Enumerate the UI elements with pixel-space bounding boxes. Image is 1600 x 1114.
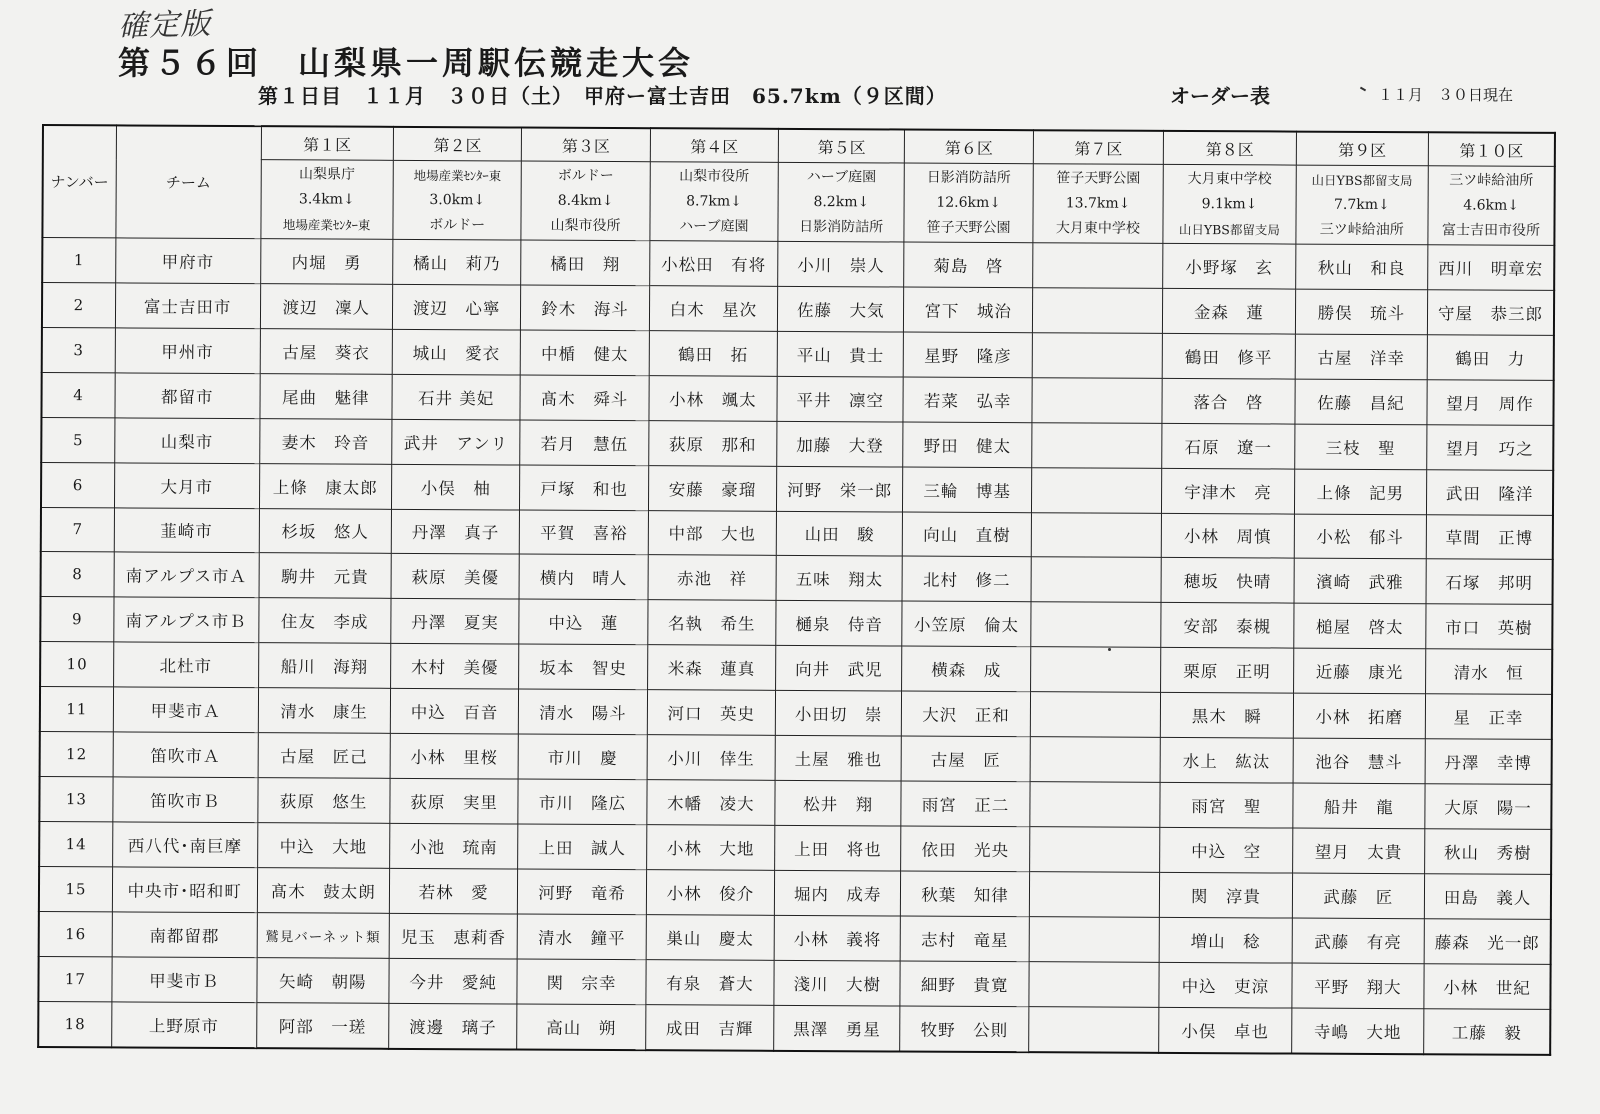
pen-mark xyxy=(1360,87,1366,92)
section-dist: 3.4km↓ xyxy=(298,190,355,208)
runner-cell-section-7 xyxy=(1031,602,1162,648)
runner-cell-section-8: 石原 遼一 xyxy=(1162,423,1295,469)
runner-cell-section-5: 樋泉 侍音 xyxy=(776,601,903,647)
team-number: 3 xyxy=(42,327,116,372)
team-name: 中央市･昭和町 xyxy=(112,867,257,913)
table-row xyxy=(38,956,1550,1009)
section-route-10 xyxy=(1428,166,1555,246)
section-dist: 3.0km↓ xyxy=(429,191,486,208)
runner-cell-section-6: 北村 修二 xyxy=(902,556,1031,602)
runner-cell-section-4: 米森 蓮真 xyxy=(647,645,776,691)
runner-cell-section-7 xyxy=(1028,1006,1159,1053)
runner-cell-section-8: 金森 蓮 xyxy=(1163,288,1296,334)
runner-cell-section-8: 落合 啓 xyxy=(1162,378,1295,424)
runner-cell-section-1: 髙木 鼓太朗 xyxy=(257,868,390,914)
team-name: 南都留郡 xyxy=(112,912,257,958)
runner-cell-section-6: 宮下 城治 xyxy=(904,287,1033,333)
runner-cell-section-4: 有泉 蒼大 xyxy=(646,959,775,1005)
section-dist: 12.6km↓ xyxy=(936,194,1002,211)
runner-cell-section-4: 荻原 那和 xyxy=(648,420,777,466)
team-number: 4 xyxy=(41,372,115,417)
runner-cell-section-7 xyxy=(1029,872,1160,918)
section-from: 笹子天野公園 xyxy=(1056,169,1141,187)
runner-cell-section-2: 萩原 美優 xyxy=(391,554,520,600)
runner-cell-section-4: 成田 吉輝 xyxy=(645,1004,774,1050)
runner-cell-section-10: 丹澤 幸博 xyxy=(1425,739,1552,785)
team-name: 富士吉田市 xyxy=(115,283,260,329)
table-row xyxy=(39,911,1551,964)
runner-cell-section-8: 小林 周慎 xyxy=(1161,513,1294,559)
runner-cell-section-1: 妻木 玲音 xyxy=(259,418,392,464)
section-header-3: 第３区 xyxy=(522,128,651,162)
runner-cell-section-5: 平井 凛空 xyxy=(777,376,904,422)
runner-cell-section-5: 黒澤 勇星 xyxy=(774,1005,901,1051)
runner-cell-section-8: 宇津木 亮 xyxy=(1162,468,1295,514)
runner-cell-section-1: 中込 大地 xyxy=(257,823,390,869)
team-number: 7 xyxy=(41,507,115,552)
runner-cell-section-3: 関 宗幸 xyxy=(517,959,646,1005)
runner-cell-section-8: 雨宮 聖 xyxy=(1160,782,1293,828)
runner-cell-section-10: 小林 世紀 xyxy=(1424,963,1551,1009)
runner-cell-section-3: 河野 竜希 xyxy=(518,869,647,915)
runner-cell-section-4: 巣山 慶太 xyxy=(646,915,775,961)
runner-cell-section-10: 望月 周作 xyxy=(1427,380,1554,426)
runner-cell-section-1: 清水 康生 xyxy=(258,688,391,734)
runner-cell-section-2: 若林 愛 xyxy=(389,868,518,914)
runner-cell-section-1: 杉坂 悠人 xyxy=(259,508,392,554)
runner-cell-section-10: 西川 明章宏 xyxy=(1428,245,1555,291)
section-to: 三ツ峠給油所 xyxy=(1319,221,1404,238)
runner-cell-section-10: 秋山 秀樹 xyxy=(1425,829,1552,875)
section-route-5 xyxy=(778,162,905,242)
runner-cell-section-5: 小林 義将 xyxy=(774,915,901,961)
runner-cell-section-5: 土屋 雅也 xyxy=(775,735,902,781)
section-from: 山梨県庁 xyxy=(298,165,356,183)
runner-cell-section-8: 安部 泰槻 xyxy=(1161,603,1294,649)
section-header-5: 第５区 xyxy=(778,129,905,163)
runner-cell-section-7 xyxy=(1032,288,1163,334)
runner-cell-section-7 xyxy=(1032,377,1163,423)
runner-cell-section-5: 向井 武児 xyxy=(776,646,903,692)
runner-cell-section-8: 関 淳貴 xyxy=(1160,872,1293,918)
runner-cell-section-3: 中込 蓮 xyxy=(519,599,648,645)
runner-cell-section-4: 小林 俊介 xyxy=(646,870,775,916)
section-from: 地場産業ｾﾝﾀｰ東 xyxy=(413,167,502,183)
section-header-8: 第８区 xyxy=(1163,131,1296,165)
section-header-9: 第９区 xyxy=(1296,132,1429,166)
runner-cell-section-10: 石塚 邦明 xyxy=(1426,559,1553,605)
runner-cell-section-8: 中込 空 xyxy=(1160,827,1293,873)
team-number: 16 xyxy=(39,911,113,956)
runner-cell-section-9: 近藤 康光 xyxy=(1293,648,1426,694)
runner-cell-section-5: 上田 将也 xyxy=(775,825,902,871)
page-title: 第５６回 山梨県一周駅伝競走大会 xyxy=(118,44,695,82)
table-row xyxy=(40,642,1552,695)
team-name: 西八代･南巨摩 xyxy=(112,822,257,868)
runner-cell-section-10: 田島 義人 xyxy=(1424,874,1551,920)
runner-cell-section-6: 牧野 公則 xyxy=(900,1006,1029,1052)
table-row xyxy=(40,597,1552,650)
runner-cell-section-9: 船井 龍 xyxy=(1292,783,1425,829)
team-number: 13 xyxy=(39,777,113,822)
runner-cell-section-1: 上條 康太郎 xyxy=(259,463,392,509)
runner-cell-section-4: 中部 大也 xyxy=(648,510,777,556)
section-header-10: 第１０区 xyxy=(1428,132,1555,166)
table-body xyxy=(38,238,1554,1055)
runner-cell-section-5: 松井 翔 xyxy=(775,780,902,826)
table-row xyxy=(42,282,1554,335)
table-row xyxy=(39,866,1551,919)
runner-cell-section-3: 清水 鐘平 xyxy=(517,914,646,960)
runner-cell-section-8: 小俣 卓也 xyxy=(1159,1007,1292,1054)
runner-cell-section-2: 丹澤 夏実 xyxy=(391,599,520,645)
runner-cell-section-1: 駒井 元貴 xyxy=(259,553,392,599)
runner-cell-section-8: 穂坂 快晴 xyxy=(1161,558,1294,604)
runner-cell-section-2: 武井 アンリ xyxy=(392,419,521,465)
runner-cell-section-9: 勝俣 琉斗 xyxy=(1295,289,1428,335)
runner-cell-section-7 xyxy=(1031,512,1162,558)
runner-cell-section-6: 古屋 匠 xyxy=(901,736,1030,782)
team-number: 12 xyxy=(40,732,114,777)
runner-cell-section-9: 佐藤 昌紀 xyxy=(1295,379,1428,425)
section-to: 富士吉田市役所 xyxy=(1441,221,1541,239)
section-from: 山日YBS都留支局 xyxy=(1311,172,1413,188)
runner-cell-section-5: 佐藤 大気 xyxy=(778,286,905,332)
section-dist: 8.7km↓ xyxy=(686,192,742,210)
runner-cell-section-10: 工藤 毅 xyxy=(1424,1008,1551,1054)
section-dist: 7.7km↓ xyxy=(1334,196,1390,213)
runner-cell-section-2: 小俣 柚 xyxy=(391,464,520,510)
runner-cell-section-5: 河野 栄一郎 xyxy=(777,466,904,512)
runner-cell-section-2: 小池 琉南 xyxy=(390,823,519,869)
runner-cell-section-6: 小笠原 倫太 xyxy=(902,601,1031,647)
runner-cell-section-7 xyxy=(1030,692,1161,738)
runner-cell-section-9: 寺嶋 大地 xyxy=(1291,1008,1424,1055)
handwritten-stamp: 確定版 xyxy=(117,6,212,45)
order-table-label: オーダー表 xyxy=(1170,84,1270,108)
section-route-9 xyxy=(1296,165,1429,245)
section-to: ハーブ庭園 xyxy=(679,217,749,235)
runner-cell-section-9: 秋山 和良 xyxy=(1295,244,1428,290)
runner-cell-section-8: 鶴田 修平 xyxy=(1162,333,1295,379)
section-from: 山梨市役所 xyxy=(679,167,750,185)
runner-cell-section-2: 渡辺 心寧 xyxy=(392,284,521,330)
runner-cell-section-6: 雨宮 正二 xyxy=(901,781,1030,827)
section-dist: 8.2km↓ xyxy=(813,193,870,210)
section-to: 山日YBS都留支局 xyxy=(1178,221,1280,237)
runner-cell-section-4: 白木 星次 xyxy=(649,286,778,332)
event-subtitle: 第１日目 １１月 ３０日（土） 甲府ー富士吉田 65.7km（９区間） xyxy=(258,84,947,108)
runner-cell-section-4: 安藤 豪瑠 xyxy=(648,465,777,511)
runner-cell-section-3: 清水 陽斗 xyxy=(519,689,648,735)
runner-cell-section-8: 栗原 正明 xyxy=(1161,648,1294,694)
runner-cell-section-10: 大原 陽一 xyxy=(1425,784,1552,830)
runner-cell-section-9: 平野 翔大 xyxy=(1292,963,1425,1009)
runner-cell-section-3: 高山 朔 xyxy=(517,1004,646,1050)
runner-cell-section-3: 戸塚 和也 xyxy=(520,465,649,511)
team-number: 6 xyxy=(41,462,115,507)
as-of-date: １１月 ３０日現在 xyxy=(1378,86,1514,104)
runner-cell-section-8: 中込 吏涼 xyxy=(1159,962,1292,1008)
runner-cell-section-9: 三枝 聖 xyxy=(1294,424,1427,470)
team-name: 南アルプス市Ａ xyxy=(114,552,259,598)
team-name: 甲州市 xyxy=(115,328,260,374)
section-from: 日影消防詰所 xyxy=(926,169,1011,186)
team-name: 甲斐市Ｂ xyxy=(112,957,257,1003)
runner-cell-section-9: 武藤 有亮 xyxy=(1292,918,1425,964)
table-row xyxy=(41,552,1553,605)
section-to: 日影消防詰所 xyxy=(799,218,884,235)
section-dist: 9.1km↓ xyxy=(1201,195,1258,212)
runner-cell-section-5: 小川 崇人 xyxy=(778,241,905,287)
runner-cell-section-6: 若菜 弘幸 xyxy=(903,377,1032,423)
runner-cell-section-6: 向山 直樹 xyxy=(903,512,1032,558)
runner-cell-section-10: 藤森 光一郎 xyxy=(1424,919,1551,965)
runner-cell-section-9: 望月 太貴 xyxy=(1292,828,1425,874)
section-route-1 xyxy=(260,160,393,240)
team-name: 南アルプス市Ｂ xyxy=(114,597,259,643)
section-route-8 xyxy=(1163,164,1296,244)
runner-cell-section-2: 小林 里桜 xyxy=(390,733,519,779)
table-header xyxy=(42,125,1555,245)
runner-cell-section-3: 鈴木 海斗 xyxy=(521,285,650,331)
section-to: 大月東中学校 xyxy=(1055,219,1140,237)
runner-cell-section-6: 志村 竜星 xyxy=(901,916,1030,962)
runner-cell-section-1: 尾曲 魅律 xyxy=(259,373,392,419)
runner-cell-section-5: 小田切 崇 xyxy=(775,691,902,737)
runner-cell-section-6: 細野 貴寛 xyxy=(900,961,1029,1007)
table-row xyxy=(42,238,1554,291)
runner-cell-section-8: 小野塚 玄 xyxy=(1163,243,1296,289)
runner-cell-section-6: 菊島 啓 xyxy=(904,242,1033,288)
runner-cell-section-7 xyxy=(1031,557,1162,603)
runner-cell-section-4: 名執 希生 xyxy=(647,600,776,646)
section-route-3 xyxy=(521,161,650,241)
runner-cell-section-7 xyxy=(1030,782,1161,828)
runner-cell-section-2: 石井 美妃 xyxy=(392,374,521,420)
team-name: 笛吹市Ｂ xyxy=(113,777,258,823)
section-to: ボルドー xyxy=(429,216,486,233)
runner-cell-section-7 xyxy=(1029,827,1160,873)
table-row xyxy=(41,372,1553,425)
table-row xyxy=(40,687,1552,740)
section-header-2: 第２区 xyxy=(393,127,522,161)
section-route-6 xyxy=(904,163,1033,243)
runner-cell-section-10: 守屋 恭三郎 xyxy=(1427,290,1554,336)
team-number: 5 xyxy=(41,417,115,462)
section-dist: 8.4km↓ xyxy=(557,192,614,209)
runner-cell-section-1: 鷲見バーネット類 xyxy=(257,912,390,958)
runner-cell-section-4: 河口 英史 xyxy=(647,690,776,736)
runner-cell-section-6: 秋葉 知律 xyxy=(901,871,1030,917)
section-route-7 xyxy=(1033,164,1164,244)
runner-cell-section-4: 鶴田 拓 xyxy=(649,331,778,377)
section-from: ハーブ庭園 xyxy=(806,168,877,185)
runner-cell-section-9: 小松 郁斗 xyxy=(1294,514,1427,560)
runner-cell-section-4: 小松田 有将 xyxy=(649,241,778,287)
runner-cell-section-2: 丹澤 真子 xyxy=(391,509,520,555)
runner-cell-section-9: 古屋 洋幸 xyxy=(1295,334,1428,380)
team-name: 大月市 xyxy=(114,462,259,508)
runner-cell-section-10: 清水 恒 xyxy=(1426,649,1553,695)
runner-cell-section-1: 古屋 匠己 xyxy=(258,733,391,779)
runner-cell-section-3: 若月 慧伍 xyxy=(520,420,649,466)
runner-cell-section-3: 平賀 喜裕 xyxy=(520,510,649,556)
table-row xyxy=(39,777,1551,830)
team-name: 上野原市 xyxy=(112,1002,257,1049)
runner-cell-section-6: 三輪 博基 xyxy=(903,467,1032,513)
runner-cell-section-3: 市川 隆広 xyxy=(518,779,647,825)
runner-cell-section-3: 坂本 智史 xyxy=(519,644,648,690)
number-header: ナンバー xyxy=(42,125,116,238)
runner-cell-section-7 xyxy=(1030,647,1161,693)
section-from: ボルドー xyxy=(557,167,614,184)
runner-cell-section-2: 橘山 莉乃 xyxy=(393,239,522,285)
runner-cell-section-9: 武藤 匠 xyxy=(1292,873,1425,919)
runner-cell-section-6: 大沢 正和 xyxy=(902,691,1031,737)
runner-cell-section-6: 横森 成 xyxy=(902,646,1031,692)
runner-cell-section-2: 中込 百音 xyxy=(390,689,519,735)
runner-cell-section-10: 望月 巧之 xyxy=(1427,424,1554,470)
runner-cell-section-5: 堀内 成寿 xyxy=(774,870,901,916)
table-row xyxy=(41,507,1553,560)
runner-cell-section-7 xyxy=(1031,422,1162,468)
section-from: 三ツ峠給油所 xyxy=(1449,171,1534,189)
table-row xyxy=(38,1001,1550,1055)
runner-cell-section-7 xyxy=(1032,333,1163,379)
runner-cell-section-7 xyxy=(1030,737,1161,783)
team-name: 笛吹市Ａ xyxy=(113,732,258,778)
runner-cell-section-5: 山田 駿 xyxy=(776,511,903,557)
runner-cell-section-6: 依田 光央 xyxy=(901,826,1030,872)
runner-cell-section-1: 古屋 葵衣 xyxy=(260,328,393,374)
runner-cell-section-3: 橘田 翔 xyxy=(521,240,650,286)
runner-cell-section-5: 五味 翔太 xyxy=(776,556,903,602)
runner-cell-section-4: 小林 大地 xyxy=(646,825,775,871)
runner-cell-section-10: 草間 正博 xyxy=(1426,514,1553,560)
runner-cell-section-1: 船川 海翔 xyxy=(258,643,391,689)
table-row xyxy=(40,732,1552,785)
section-dist: 4.6km↓ xyxy=(1463,196,1520,214)
section-route-4 xyxy=(650,162,779,242)
runner-cell-section-6: 星野 隆彦 xyxy=(904,332,1033,378)
stray-mark xyxy=(1108,648,1111,651)
runner-cell-section-9: 池谷 慧斗 xyxy=(1293,738,1426,784)
team-number: 18 xyxy=(38,1001,112,1047)
runner-cell-section-5: 加藤 大登 xyxy=(777,421,904,467)
runner-cell-section-9: 濱崎 武雅 xyxy=(1294,559,1427,605)
section-header-1: 第１区 xyxy=(261,126,394,160)
runner-cell-section-6: 野田 健太 xyxy=(903,422,1032,468)
runner-cell-section-1: 阿部 一瑳 xyxy=(256,1002,389,1049)
runner-cell-section-2: 渡邊 璃子 xyxy=(389,1003,518,1049)
runner-cell-section-7 xyxy=(1029,917,1160,963)
team-number: 2 xyxy=(42,282,116,327)
runner-cell-section-1: 渡辺 凜人 xyxy=(260,284,393,330)
table-row xyxy=(42,327,1554,380)
runner-cell-section-3: 上田 誠人 xyxy=(518,824,647,870)
section-route-2 xyxy=(393,160,522,240)
runner-cell-section-10: 星 正幸 xyxy=(1425,694,1552,740)
team-name: 山梨市 xyxy=(115,418,260,464)
section-to: 笹子天野公園 xyxy=(926,219,1011,236)
runner-cell-section-1: 住友 李成 xyxy=(258,598,391,644)
runner-cell-section-4: 赤池 祥 xyxy=(648,555,777,601)
section-header-7: 第７区 xyxy=(1033,130,1164,164)
team-number: 9 xyxy=(40,597,114,642)
team-name: 都留市 xyxy=(115,373,260,419)
runner-cell-section-3: 横内 晴人 xyxy=(519,554,648,600)
runner-cell-section-7 xyxy=(1031,467,1162,513)
section-to: 地場産業ｾﾝﾀｰ東 xyxy=(282,216,371,233)
runner-cell-section-8: 増山 稔 xyxy=(1159,917,1292,963)
table-row xyxy=(41,417,1553,470)
team-name: 韮崎市 xyxy=(114,507,259,553)
runner-cell-section-9: 上條 記男 xyxy=(1294,469,1427,515)
team-number: 14 xyxy=(39,821,113,866)
runner-cell-section-4: 小川 倖生 xyxy=(647,735,776,781)
runner-cell-section-1: 矢崎 朝陽 xyxy=(256,957,389,1003)
runner-cell-section-7 xyxy=(1032,243,1163,289)
section-to: 山梨市役所 xyxy=(550,217,621,234)
team-header: チーム xyxy=(116,125,261,238)
runner-cell-section-2: 城山 愛衣 xyxy=(392,329,521,375)
runner-cell-section-2: 児玉 恵莉香 xyxy=(389,913,518,959)
runner-cell-section-9: 槌屋 啓太 xyxy=(1293,603,1426,649)
section-from: 大月東中学校 xyxy=(1187,170,1272,187)
runner-cell-section-10: 鶴田 力 xyxy=(1427,335,1554,381)
runner-cell-section-8: 黒木 瞬 xyxy=(1160,693,1293,739)
runner-cell-section-3: 中楯 健太 xyxy=(521,330,650,376)
team-number: 15 xyxy=(39,866,113,911)
runner-cell-section-10: 市口 英樹 xyxy=(1426,604,1553,650)
table-row xyxy=(41,462,1553,515)
runner-cell-section-4: 小林 颯太 xyxy=(649,375,778,421)
runner-cell-section-5: 平山 貴士 xyxy=(777,331,904,377)
team-name: 甲府市 xyxy=(116,238,261,284)
runner-cell-section-10: 武田 隆洋 xyxy=(1427,469,1554,515)
team-name: 北杜市 xyxy=(113,642,258,688)
team-number: 1 xyxy=(42,238,116,283)
team-number: 11 xyxy=(40,687,114,732)
section-header-6: 第６区 xyxy=(905,130,1034,164)
runner-cell-section-1: 内堀 勇 xyxy=(260,239,393,285)
runner-cell-section-7 xyxy=(1029,961,1160,1007)
section-dist: 13.7km↓ xyxy=(1065,194,1131,212)
team-number: 10 xyxy=(40,642,114,687)
runner-cell-section-8: 水上 紘汰 xyxy=(1160,738,1293,784)
runner-cell-section-2: 荻原 実里 xyxy=(390,778,519,824)
runner-cell-section-5: 淺川 大樹 xyxy=(774,960,901,1006)
runner-cell-section-3: 市川 慶 xyxy=(518,734,647,780)
team-number: 17 xyxy=(38,956,112,1001)
team-number: 8 xyxy=(41,552,115,597)
runner-cell-section-2: 木村 美優 xyxy=(391,644,520,690)
runner-cell-section-1: 荻原 悠生 xyxy=(257,778,390,824)
section-header-4: 第４区 xyxy=(650,128,779,162)
table-row xyxy=(39,821,1551,874)
runner-cell-section-9: 小林 拓磨 xyxy=(1293,693,1426,739)
order-table xyxy=(37,124,1556,1056)
runner-cell-section-4: 木幡 凌大 xyxy=(647,780,776,826)
team-name: 甲斐市Ａ xyxy=(113,687,258,733)
runner-cell-section-2: 今井 愛純 xyxy=(389,958,518,1004)
runner-cell-section-3: 髙木 舜斗 xyxy=(520,375,649,421)
